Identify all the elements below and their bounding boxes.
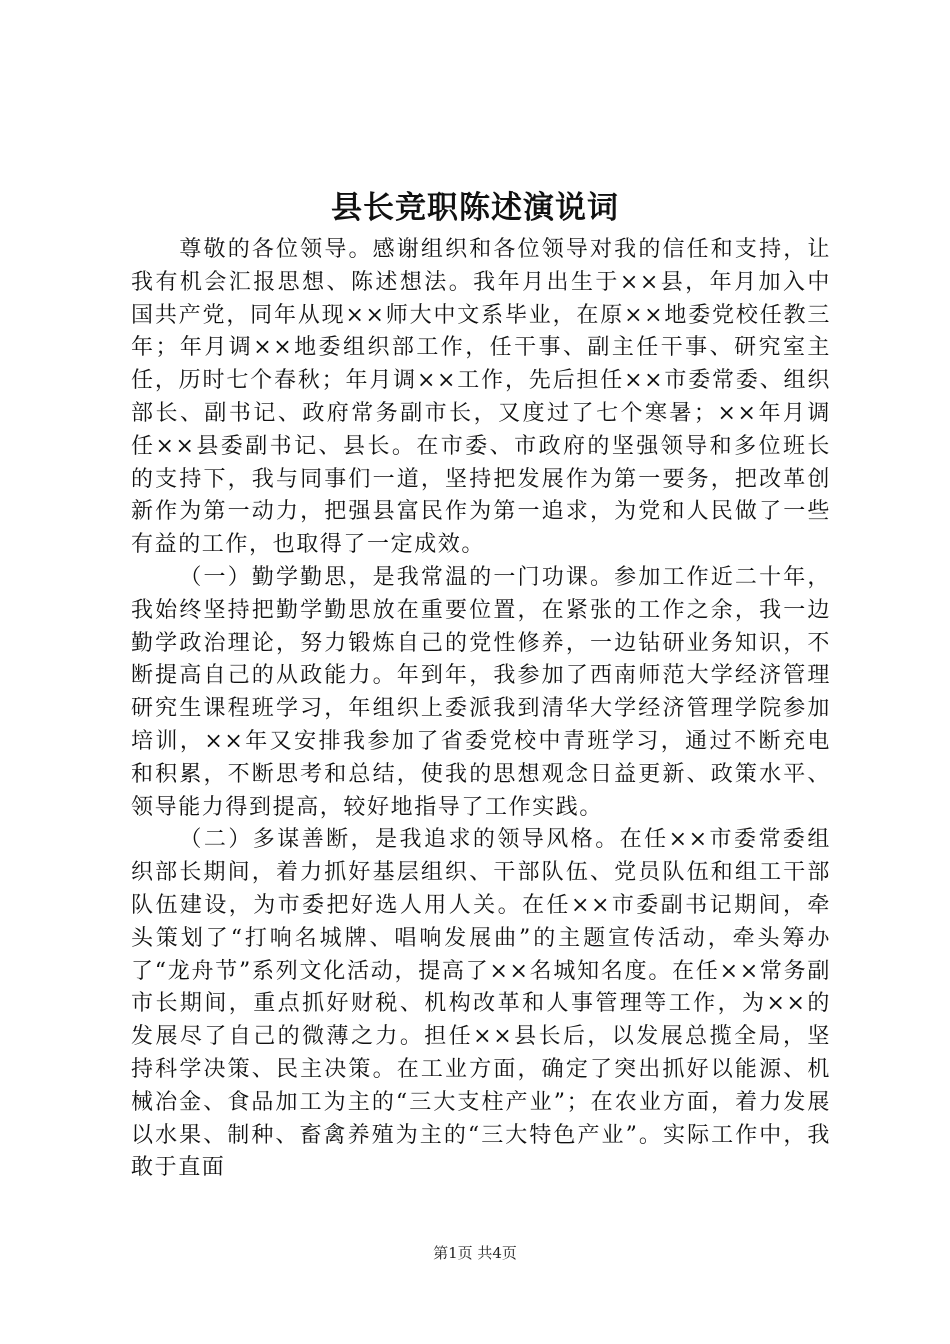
paragraph-section-one: （一）勤学勤思，是我常温的一门功课。参加工作近二十年，我始终坚持把勤学勤思放在重要位置，在紧张的工作之余，我一边勤学政治理论，努力锻炼自己的党性修养，一边钻研业务知识，不断提高自己的从政能力。年到年，我参加了西南师范大学经济管理研究生课程班学习，年组织上委派我到清华大学经济管理学院参加培训，××年又安排我参加了省委党校中青班学习，通过不断充电和积累，不断思考和总结，使我的思想观念日益更新、政策水平、领导能力得到提高，较好地指导了工作实践。 (131, 564, 831, 820)
document-body (131, 234, 831, 1185)
document-title: 县长竞职陈述演说词 (331, 190, 619, 226)
paragraph-section-two: （二）多谋善断，是我追求的领导风格。在任××市委常委组织部长期间，着力抓好基层组织、干部队伍、党员队伍和组工干部队伍建设，为市委把好选人用人关。在任××市委副书记期间，牵头策划了“打响名城牌、唱响发展曲”的主题宣传活动，牵头筹办了“龙舟节”系列文化活动，提高了××名城知名度。在任××常务副市长期间，重点抓好财税、机构改革和人事管理等工作，为××的发展尽了自己的微薄之力。担任××县长后，以发展总揽全局，坚持科学决策、民主决策。在工业方面，确定了突出抓好以能源、机械冶金、食品加工为主的“三大支柱产业”；在农业方面，着力发展以水果、制种、畜禽养殖为主的“三大特色产业”。实际工作中，我敢于直面 (131, 827, 831, 1181)
page-number-footer: 第1页 共4页 (433, 1244, 517, 1262)
paragraph-intro: 尊敬的各位领导。感谢组织和各位领导对我的信任和支持，让我有机会汇报思想、陈述想法。我年月出生于××县，年月加入中国共产党，同年从现××师大中文系毕业，在原××地委党校任教三年；年月调××地委组织部工作，任干事、副主任干事、研究室主任，历时七个春秋；年月调××工作，先后担任××市委常委、组织部长、副书记、政府常务副市长，又度过了七个寒暑；××年月调任××县委副书记、县长。在市委、市政府的坚强领导和多位班长的支持下，我与同事们一道，坚持把发展作为第一要务，把改革创新作为第一动力，把强县富民作为第一追求，为党和人民做了一些有益的工作，也取得了一定成效。 (131, 237, 831, 558)
